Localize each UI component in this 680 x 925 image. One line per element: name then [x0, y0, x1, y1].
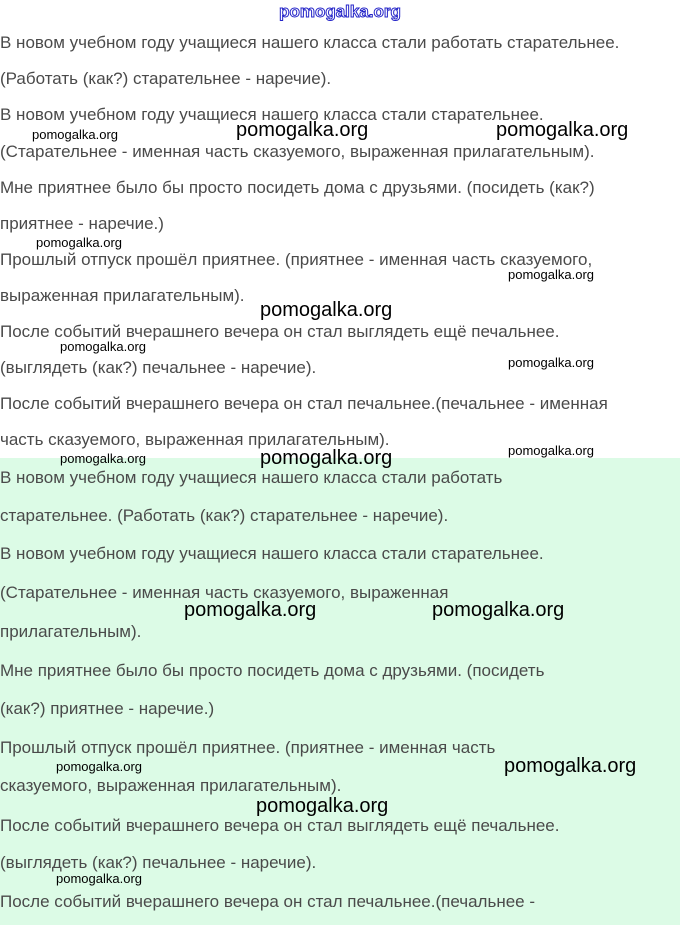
text-line: После событий вчерашнего вечера он стал печальнее.(печальнее - — [0, 892, 536, 911]
text-line: В новом учебном году учащиеся нашего класса стали старательнее. — [0, 105, 544, 124]
text-line: В новом учебном году учащиеся нашего класса стали старательнее. — [0, 544, 544, 563]
watermark: pomogalka.org — [260, 299, 393, 321]
watermark: pomogalka.org — [184, 599, 317, 621]
text-line: После событий вчерашнего вечера он стал выглядеть ещё печальнее. — [0, 322, 560, 341]
watermark: pomogalka.org — [60, 451, 146, 466]
text-line: После событий вчерашнего вечера он стал выглядеть ещё печальнее. — [0, 816, 560, 835]
text-line: (выглядеть (как?) печальнее - наречие). — [0, 358, 317, 377]
text-line: В новом учебном году учащиеся нашего класса стали работать старательнее. — [0, 33, 620, 52]
text-line: (Старательнее - именная часть сказуемого, выраженная — [0, 583, 449, 602]
watermark: pomogalka.org — [508, 443, 594, 458]
text-line: (как?) приятнее - наречие.) — [0, 699, 215, 718]
text-line: прилагательным). — [0, 622, 142, 641]
text-line: Мне приятнее было бы просто посидеть дома с друзьями. (посидеть (как?) — [0, 178, 595, 197]
text-line: После событий вчерашнего вечера он стал печальнее.(печальнее - именная — [0, 394, 608, 413]
watermark: pomogalka.org — [508, 267, 594, 282]
text-line: сказуемого, выраженная прилагательным). — [0, 776, 342, 795]
text-line: (Старательнее - именная часть сказуемого, выраженная прилагательным). — [0, 142, 595, 161]
text-line: В новом учебном году учащиеся нашего класса стали работать — [0, 468, 503, 487]
watermark: pomogalka.org — [56, 759, 142, 774]
watermark: pomogalka.org — [260, 447, 393, 469]
watermark: pomogalka.org — [236, 119, 369, 141]
site-header: pomogalka.org — [279, 2, 401, 21]
text-line: выраженная прилагательным). — [0, 286, 245, 305]
watermark: pomogalka.org — [56, 871, 142, 886]
watermark: pomogalka.org — [496, 119, 629, 141]
text-line: Прошлый отпуск прошёл приятнее. (приятнее - именная часть сказуемого, — [0, 250, 593, 269]
watermark: pomogalka.org — [508, 355, 594, 370]
watermark: pomogalka.org — [432, 599, 565, 621]
watermark: pomogalka.org — [32, 127, 118, 142]
text-line: Мне приятнее было бы просто посидеть дома с друзьями. (посидеть — [0, 661, 545, 680]
watermark: pomogalka.org — [60, 339, 146, 354]
text-line: старательнее. (Работать (как?) старательнее - наречие). — [0, 506, 449, 525]
text-line: приятнее - наречие.) — [0, 214, 164, 233]
text-line: Прошлый отпуск прошёл приятнее. (приятнее - именная часть — [0, 738, 496, 757]
watermark: pomogalka.org — [256, 795, 389, 817]
text-line: (выглядеть (как?) печальнее - наречие). — [0, 853, 317, 872]
text-line: часть сказуемого, выраженная прилагательным). — [0, 430, 390, 449]
text-line: (Работать (как?) старательнее - наречие). — [0, 69, 332, 88]
watermark: pomogalka.org — [504, 755, 637, 777]
watermark: pomogalka.org — [36, 235, 122, 250]
